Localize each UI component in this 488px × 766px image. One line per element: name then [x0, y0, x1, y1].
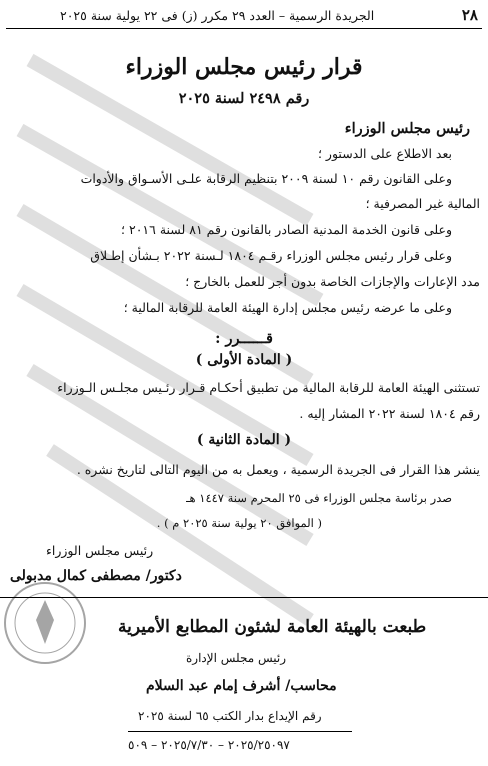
page-number: ٢٨: [461, 6, 478, 24]
corresponding-date-line: ( الموافق ٢٠ يولية سنة ٢٠٢٥ م ) .: [156, 516, 322, 530]
signature-title: رئيس مجلس الوزراء: [46, 543, 154, 558]
article-1-heading: ( المادة الأولى ): [195, 352, 293, 368]
preamble-line: مدد الإعارات والإجازات الخاصة بدون أجر للعمل بالخارج ؛: [185, 274, 480, 289]
section-divider: [0, 597, 488, 598]
preamble-line: وعلى القانون رقم ١٠ لسنة ٢٠٠٩ بتنظيم الرقابة علـى الأسـواق والأدوات: [80, 171, 452, 186]
printed-by-line: طبعت بالهيئة العامة لشئون المطابع الأميرية: [118, 617, 427, 637]
signature-name: دكتور/ مصطفى كمال مدبولى: [10, 568, 182, 584]
issued-line: صدر برئاسة مجلس الوزراء فى ٢٥ المحرم سنة ١٤٤٧ هـ: [186, 491, 452, 505]
issuer-heading: رئيس مجلس الوزراء: [344, 120, 470, 137]
preamble-line: وعلى قانون الخدمة المدنية الصادر بالقانون رقم ٨١ لسنة ٢٠١٦ ؛: [121, 222, 452, 237]
deposit-rule: [128, 731, 352, 732]
preamble-line: وعلى ما عرضه رئيس مجلس إدارة الهيئة العامة للرقابة المالية ؛: [123, 300, 452, 315]
decree-title: قرار رئيس مجلس الوزراء: [125, 54, 363, 80]
chairman-name: محاسب/ أشرف إمام عبد السلام: [146, 678, 337, 694]
chairman-title: رئيس مجلس الإدارة: [186, 651, 287, 665]
header-rule: [6, 28, 482, 29]
article-1-line: تستثنى الهيئة العامة للرقابة المالية من تطبيق أحكـام قـرار رئـيس مجلـس الـوزراء: [57, 380, 480, 395]
preamble-line: المالية غير المصرفية ؛: [365, 196, 480, 211]
article-2-line: ينشر هذا القرار فى الجريدة الرسمية ، ويعمل به من اليوم التالى لتاريخ نشره .: [76, 462, 480, 477]
decree-number: رقم ٢٤٩٨ لسنة ٢٠٢٥: [178, 90, 310, 107]
preamble-line: بعد الاطلاع على الدستور ؛: [317, 146, 452, 161]
decides-heading: قــــــرر :: [215, 330, 273, 347]
government-printing-seal-icon: [2, 580, 88, 666]
deposit-number: رقم الإيداع بدار الكتب ٦٥ لسنة ٢٠٢٥: [138, 709, 322, 723]
running-title: الجريدة الرسمية – العدد ٢٩ مكرر (ز) فى ٢٢ يولية سنة ٢٠٢٥: [60, 8, 375, 23]
print-code: ٢٠٢٥/٢٥٠٩٧ – ٢٠٢٥/٧/٣٠ – ٥٠٩: [128, 738, 290, 752]
preamble-line: وعلى قرار رئيس مجلس الوزراء رقـم ١٨٠٤ لـسنة ٢٠٢٢ بـشأن إطـلاق: [90, 248, 452, 263]
article-1-line: رقم ١٨٠٤ لسنة ٢٠٢٢ المشار إليه .: [299, 406, 480, 421]
article-2-heading: ( المادة الثانية ): [196, 432, 292, 448]
